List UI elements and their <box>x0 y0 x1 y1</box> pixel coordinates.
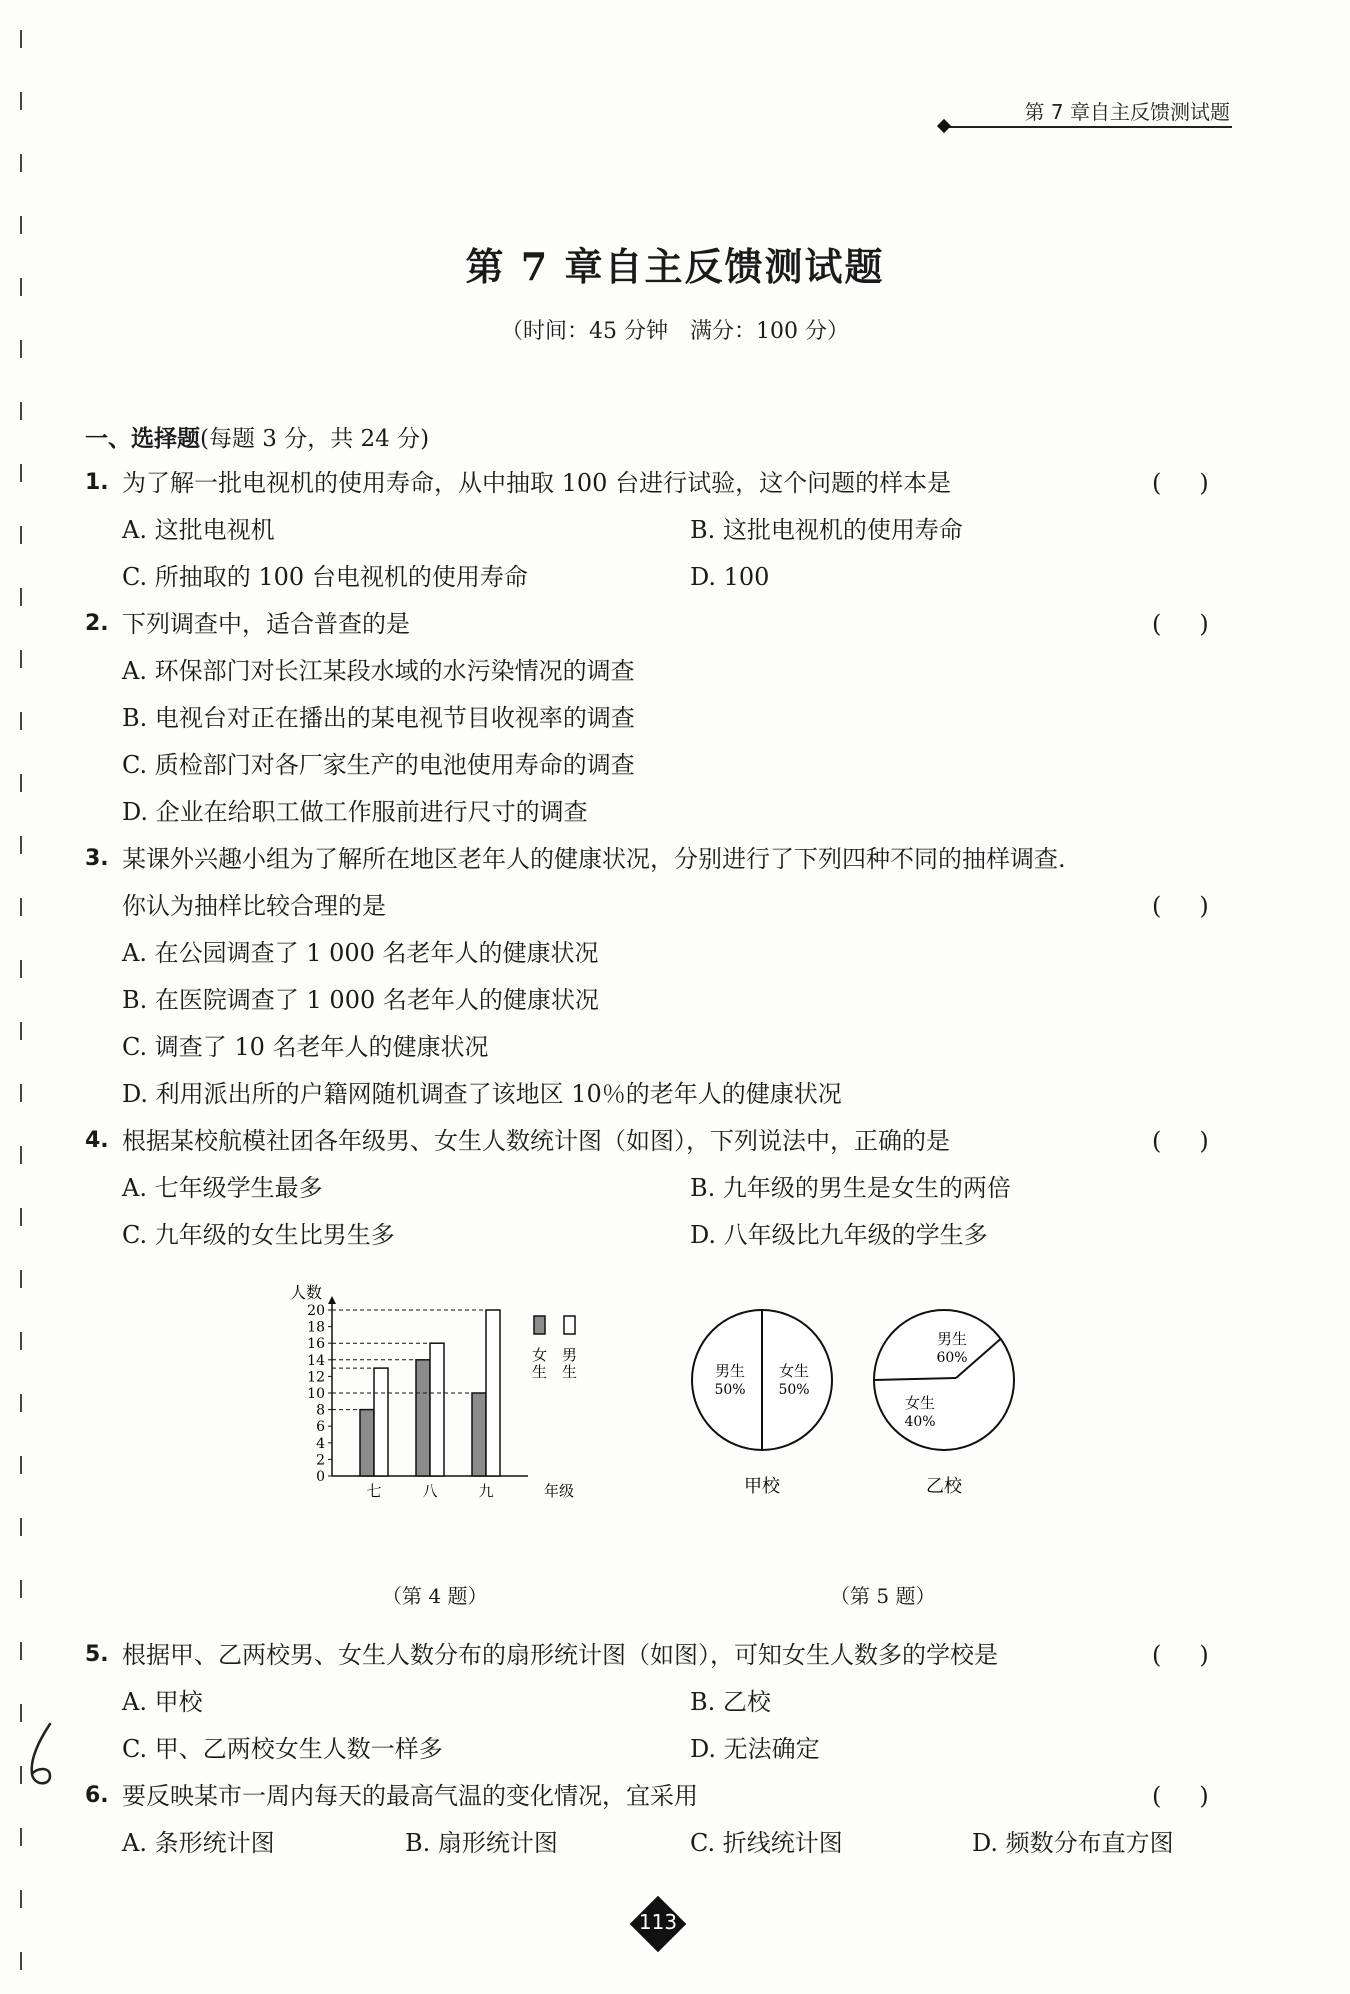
binding-tick <box>20 1084 22 1102</box>
pie-2-label-girls: 女生 <box>904 1394 936 1412</box>
x-axis-label: 年级 <box>544 1482 575 1500</box>
question-2-number: 2. <box>85 611 109 636</box>
bar-boys-2 <box>486 1310 500 1476</box>
question-3-option-c[interactable]: C. 调查了 10 名老年人的健康状况 <box>122 1033 489 1061</box>
y-tick-label: 18 <box>307 1319 325 1336</box>
question-6-number: 6. <box>85 1783 109 1808</box>
question-2-option-b[interactable]: B. 电视台对正在播出的某电视节目收视率的调查 <box>122 704 635 732</box>
question-6-stem: 要反映某市一周内每天的最高气温的变化情况，宜采用 <box>122 1782 698 1810</box>
binding-tick <box>20 650 22 668</box>
q4-figure-caption: （第 4 题） <box>382 1584 488 1608</box>
y-tick-label: 6 <box>316 1419 325 1436</box>
question-2-option-d[interactable]: D. 企业在给职工做工作服前进行尺寸的调查 <box>122 798 588 826</box>
binding-tick <box>20 1394 22 1412</box>
question-6-answer-blank[interactable]: () <box>1152 1782 1247 1810</box>
binding-tick <box>20 1580 22 1598</box>
question-3-option-b[interactable]: B. 在医院调查了 1 000 名老年人的健康状况 <box>122 986 599 1014</box>
binding-tick <box>20 464 22 482</box>
binding-tick <box>20 1146 22 1164</box>
question-4-option-d[interactable]: D. 八年级比九年级的学生多 <box>690 1221 988 1249</box>
binding-tick <box>20 898 22 916</box>
question-4-option-a[interactable]: A. 七年级学生最多 <box>122 1174 323 1202</box>
question-2-option-c[interactable]: C. 质检部门对各厂家生产的电池使用寿命的调查 <box>122 751 635 779</box>
legend-label-char: 女 <box>531 1346 548 1364</box>
question-5-option-c[interactable]: C. 甲、乙两校女生人数一样多 <box>122 1735 443 1763</box>
question-5-answer-blank[interactable]: () <box>1152 1641 1247 1669</box>
question-4-answer-blank[interactable]: () <box>1152 1127 1247 1155</box>
binding-tick <box>20 92 22 110</box>
binding-tick <box>20 960 22 978</box>
bar-boys-1 <box>430 1343 444 1476</box>
question-6-option-c[interactable]: C. 折线统计图 <box>690 1829 843 1857</box>
running-head-rule <box>948 126 1232 128</box>
pie-2-value-boys: 60% <box>936 1350 968 1366</box>
question-4-stem: 根据某校航模社团各年级男、女生人数统计图（如图），下列说法中，正确的是 <box>122 1127 950 1155</box>
binding-tick <box>20 1890 22 1908</box>
legend-swatch-girls <box>534 1316 545 1334</box>
binding-tick <box>20 588 22 606</box>
binding-tick <box>20 836 22 854</box>
binding-tick <box>20 402 22 420</box>
binding-tick <box>20 1952 22 1970</box>
binding-tick <box>20 154 22 172</box>
section-title: 一、选择题 <box>85 426 200 452</box>
question-6-option-a[interactable]: A. 条形统计图 <box>122 1829 275 1857</box>
question-4-number: 4. <box>85 1128 109 1153</box>
question-1-option-d[interactable]: D. 100 <box>690 563 770 591</box>
x-tick-label: 七 <box>366 1482 382 1500</box>
binding-tick <box>20 712 22 730</box>
legend-swatch-boys <box>564 1316 575 1334</box>
section-heading <box>85 420 429 453</box>
question-1-number: 1. <box>85 470 109 495</box>
y-axis-arrow-icon <box>328 1296 336 1304</box>
bar-girls-1 <box>416 1360 430 1476</box>
pie-2-value-girls: 40% <box>904 1414 936 1430</box>
y-tick-label: 4 <box>316 1435 325 1452</box>
x-tick-label: 八 <box>422 1482 438 1500</box>
y-tick-label: 0 <box>316 1469 325 1485</box>
question-3-stem: 某课外兴趣小组为了解所在地区老年人的健康状况，分别进行了下列四种不同的抽样调查. <box>122 845 1066 873</box>
question-4-option-b[interactable]: B. 九年级的男生是女生的两倍 <box>690 1174 1011 1202</box>
question-1-answer-blank[interactable]: () <box>1152 469 1247 497</box>
question-2-option-a[interactable]: A. 环保部门对长江某段水域的水污染情况的调查 <box>122 657 635 685</box>
x-tick-label: 九 <box>478 1482 494 1500</box>
section-note: (每题 3 分，共 24 分) <box>200 426 430 452</box>
binding-tick <box>20 30 22 48</box>
pie-2-title: 乙校 <box>926 1476 962 1497</box>
question-1-option-c[interactable]: C. 所抽取的 100 台电视机的使用寿命 <box>122 563 528 591</box>
question-3-number: 3. <box>85 846 109 871</box>
pie-1-label-boys: 男生 <box>714 1362 746 1380</box>
question-2-stem: 下列调查中，适合普查的是 <box>122 610 410 638</box>
binding-tick <box>20 1332 22 1350</box>
binding-tick <box>20 1208 22 1226</box>
question-5-stem: 根据甲、乙两校男、女生人数分布的扇形统计图（如图），可知女生人数多的学校是 <box>122 1641 998 1669</box>
question-4-option-c[interactable]: C. 九年级的女生比男生多 <box>122 1221 395 1249</box>
question-2-answer-blank[interactable]: () <box>1152 610 1247 638</box>
pie-1-value-boys: 50% <box>714 1382 746 1398</box>
pie-1-label-girls: 女生 <box>778 1362 810 1380</box>
question-5-option-d[interactable]: D. 无法确定 <box>690 1735 820 1763</box>
binding-tick <box>20 1270 22 1288</box>
q5-figure-caption: （第 5 题） <box>830 1584 936 1608</box>
question-3-stem-cont: 你认为抽样比较合理的是 <box>122 892 386 920</box>
question-5-option-a[interactable]: A. 甲校 <box>122 1688 203 1716</box>
question-5-option-b[interactable]: B. 乙校 <box>690 1688 771 1716</box>
y-tick-label: 8 <box>316 1402 325 1419</box>
handwritten-mark <box>20 1720 60 1790</box>
y-tick-label: 12 <box>307 1369 325 1386</box>
legend-label-char: 男 <box>561 1346 578 1364</box>
question-1-option-b[interactable]: B. 这批电视机的使用寿命 <box>690 516 963 544</box>
page-number-badge <box>630 1896 686 1952</box>
y-tick-label: 14 <box>307 1352 325 1369</box>
question-5-number: 5. <box>85 1642 109 1667</box>
question-6-option-b[interactable]: B. 扇形统计图 <box>405 1829 558 1857</box>
binding-tick <box>20 216 22 234</box>
pie-1-title: 甲校 <box>744 1476 780 1497</box>
question-6-option-d[interactable]: D. 频数分布直方图 <box>972 1829 1174 1857</box>
legend-label-char: 生 <box>531 1363 548 1381</box>
y-tick-label: 2 <box>316 1452 325 1469</box>
binding-tick <box>20 1518 22 1536</box>
y-tick-label: 10 <box>307 1386 325 1402</box>
y-tick-label: 20 <box>307 1303 325 1319</box>
y-tick-label: 16 <box>307 1336 325 1353</box>
y-axis-label: 人数 <box>290 1283 323 1302</box>
question-1-option-a[interactable]: A. 这批电视机 <box>122 516 275 544</box>
binding-tick <box>20 1022 22 1040</box>
pie-1-value-girls: 50% <box>778 1382 810 1398</box>
q4-bar-chart <box>280 1270 600 1510</box>
question-3-option-a[interactable]: A. 在公园调查了 1 000 名老年人的健康状况 <box>122 939 599 967</box>
page-number: 113 <box>638 1910 678 1934</box>
binding-tick <box>20 774 22 792</box>
question-3-answer-blank[interactable]: () <box>1152 892 1247 920</box>
running-head: 第 7 章自主反馈测试题 <box>1024 100 1230 124</box>
legend-label-char: 生 <box>561 1363 578 1381</box>
binding-tick <box>20 1642 22 1660</box>
bar-girls-0 <box>360 1410 374 1476</box>
binding-tick <box>20 1456 22 1474</box>
binding-tick <box>20 526 22 544</box>
bar-girls-2 <box>472 1393 486 1476</box>
question-1-stem: 为了解一批电视机的使用寿命，从中抽取 100 台进行试验，这个问题的样本是 <box>122 469 952 497</box>
exam-info: （时间：45 分钟 满分：100 分） <box>501 319 849 344</box>
binding-edge-marks <box>0 0 30 1994</box>
bar-boys-0 <box>374 1368 388 1476</box>
binding-tick <box>20 1828 22 1846</box>
page-title: 第 7 章自主反馈测试题 <box>465 244 885 289</box>
question-3-option-d[interactable]: D. 利用派出所的户籍网随机调查了该地区 10％的老年人的健康状况 <box>122 1080 842 1108</box>
pie-2-label-boys: 男生 <box>936 1330 968 1348</box>
q5-pie-charts <box>690 1300 1050 1560</box>
